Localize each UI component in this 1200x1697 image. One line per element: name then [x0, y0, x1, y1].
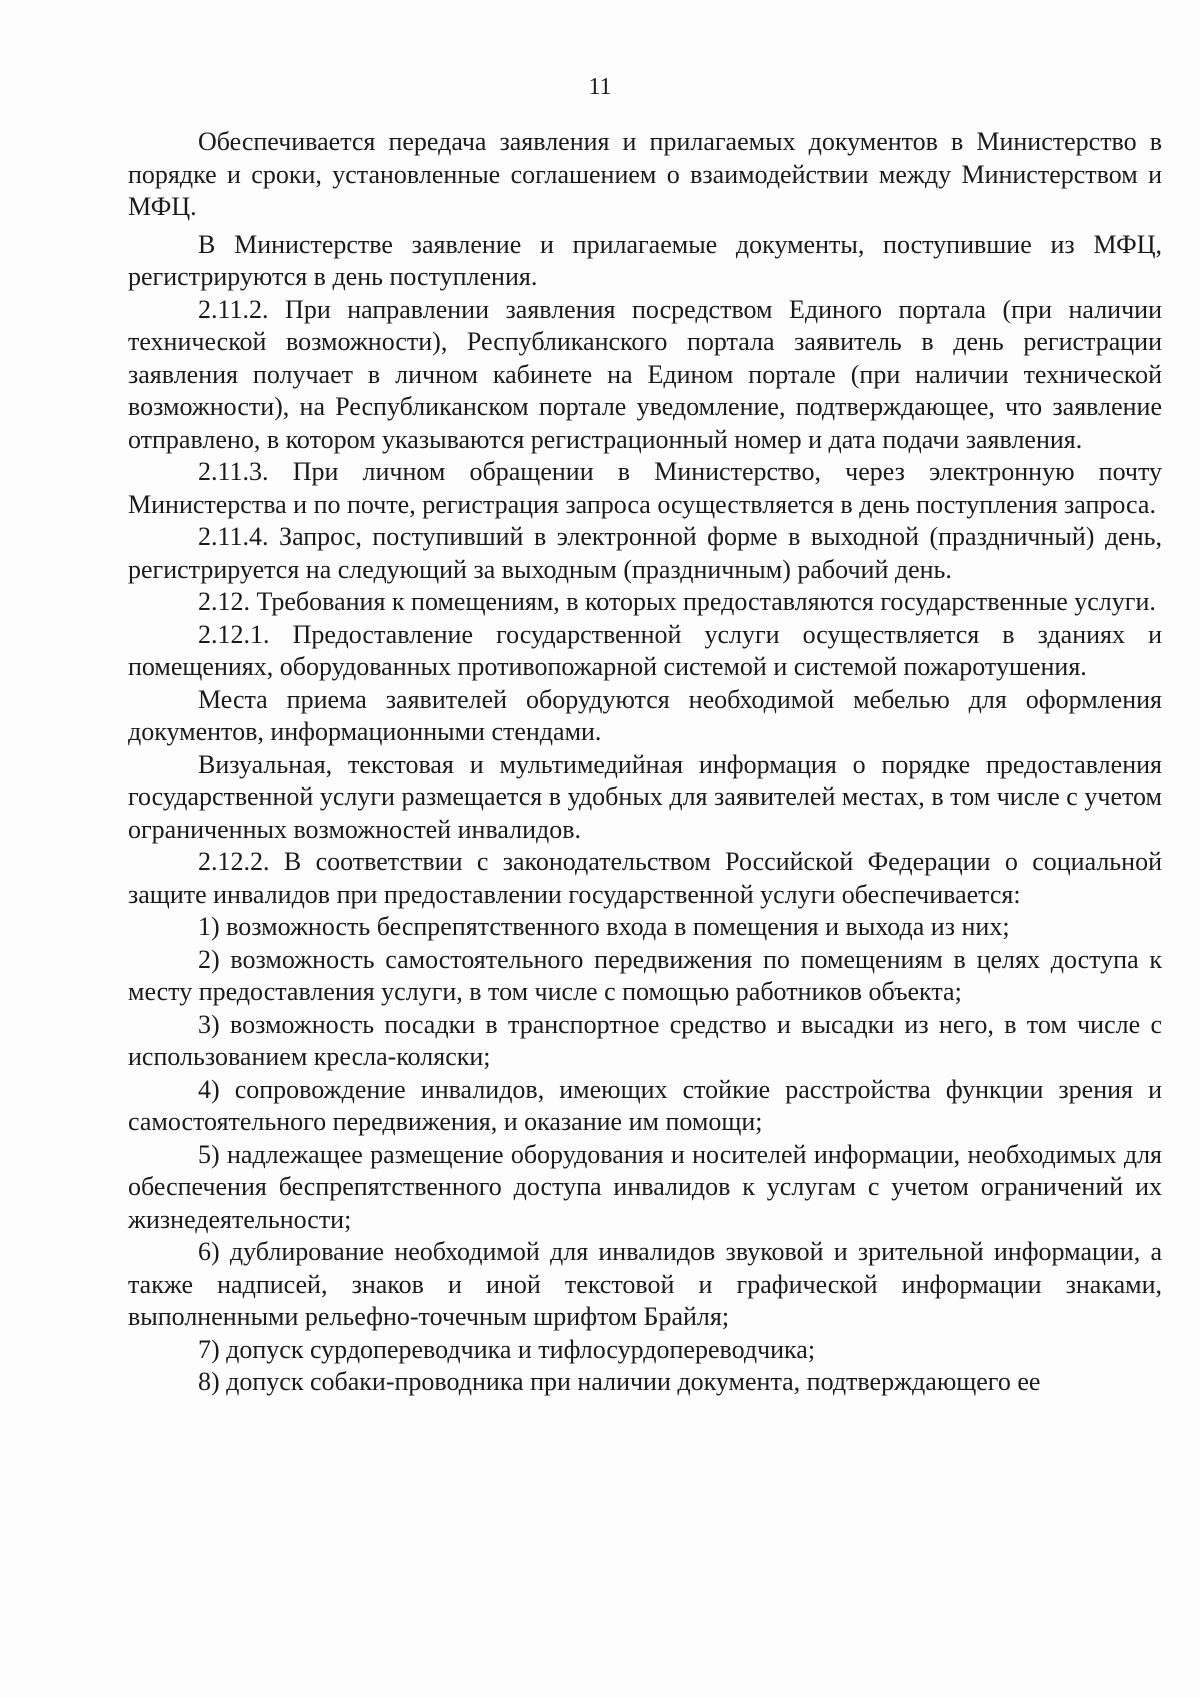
paragraph: 2.11.3. При личном обращении в Министерство, через электронную почту Министерства и по почте, регистрация запроса осуществляется в день поступления запроса.: [128, 457, 1162, 519]
document-body: [128, 126, 1162, 1399]
list-item: 1) возможность беспрепятственного входа в помещения и выхода из них;: [198, 912, 1010, 941]
paragraph: 2.11.2. При направлении заявления посредством Единого портала (при наличии технической возможности), Республиканского портала заявитель в день регистрации заявления получает в личном кабинете на Едином портале (при наличии технической возможности), на Республиканском портале уведомление, подтверждающее, что заявление отправлено, в котором указываются регистрационный номер и дата подачи заявления.: [128, 294, 1162, 454]
page-number: 11: [588, 74, 612, 100]
list-item: 2) возможность самостоятельного передвижения по помещениям в целях доступа к месту предоставления услуги, в том числе с помощью работников объекта;: [128, 944, 1162, 1006]
paragraph: 2.12.2. В соответствии с законодательством Российской Федерации о социальной защите инвалидов при предоставлении государственной услуги обеспечивается:: [128, 847, 1162, 909]
paragraph: 2.12. Требования к помещениям, в которых предоставляются государственные услуги.: [198, 587, 1156, 616]
paragraph: 2.11.4. Запрос, поступивший в электронной форме в выходной (праздничный) день, регистрируется на следующий за выходным (праздничным) рабочий день.: [128, 522, 1162, 584]
list-item: 4) сопровождение инвалидов, имеющих стойкие расстройства функции зрения и самостоятельного передвижения, и оказание им помощи;: [128, 1074, 1162, 1136]
list-item: 3) возможность посадки в транспортное средство и высадки из него, в том числе с использованием кресла-коляски;: [128, 1009, 1162, 1071]
paragraph: В Министерстве заявление и прилагаемые документы, поступившие из МФЦ, регистрируются в день поступления.: [128, 229, 1162, 291]
paragraph: 2.12.1. Предоставление государственной услуги осуществляется в зданиях и помещениях, оборудованных противопожарной системой и системой пожаротушения.: [128, 619, 1162, 681]
paragraph: Места приема заявителей оборудуются необходимой мебелью для оформления документов, информационными стендами.: [128, 684, 1162, 746]
paragraph: Обеспечивается передача заявления и прилагаемых документов в Министерство в порядке и сроки, установленные соглашением о взаимодействии между Министерством и МФЦ.: [128, 127, 1162, 221]
list-item: 7) допуск сурдопереводчика и тифлосурдопереводчика;: [198, 1334, 816, 1364]
list-item: 8) допуск собаки-проводника при наличии документа, подтверждающего ее: [198, 1367, 1041, 1396]
list-item: 5) надлежащее размещение оборудования и носителей информации, необходимых для обеспечения беспрепятственного доступа инвалидов к услугам с учетом ограничений их жизнедеятельности;: [128, 1139, 1162, 1234]
paragraph: Визуальная, текстовая и мультимедийная информация о порядке предоставления государственной услуги размещается в удобных для заявителей местах, в том числе с учетом ограниченных возможностей инвалидов.: [128, 749, 1162, 844]
list-item: 6) дублирование необходимой для инвалидов звуковой и зрительной информации, а также надписей, знаков и иной текстовой и графической информации знаками, выполненными рельефно-точечным шрифтом Брайля;: [128, 1237, 1162, 1331]
